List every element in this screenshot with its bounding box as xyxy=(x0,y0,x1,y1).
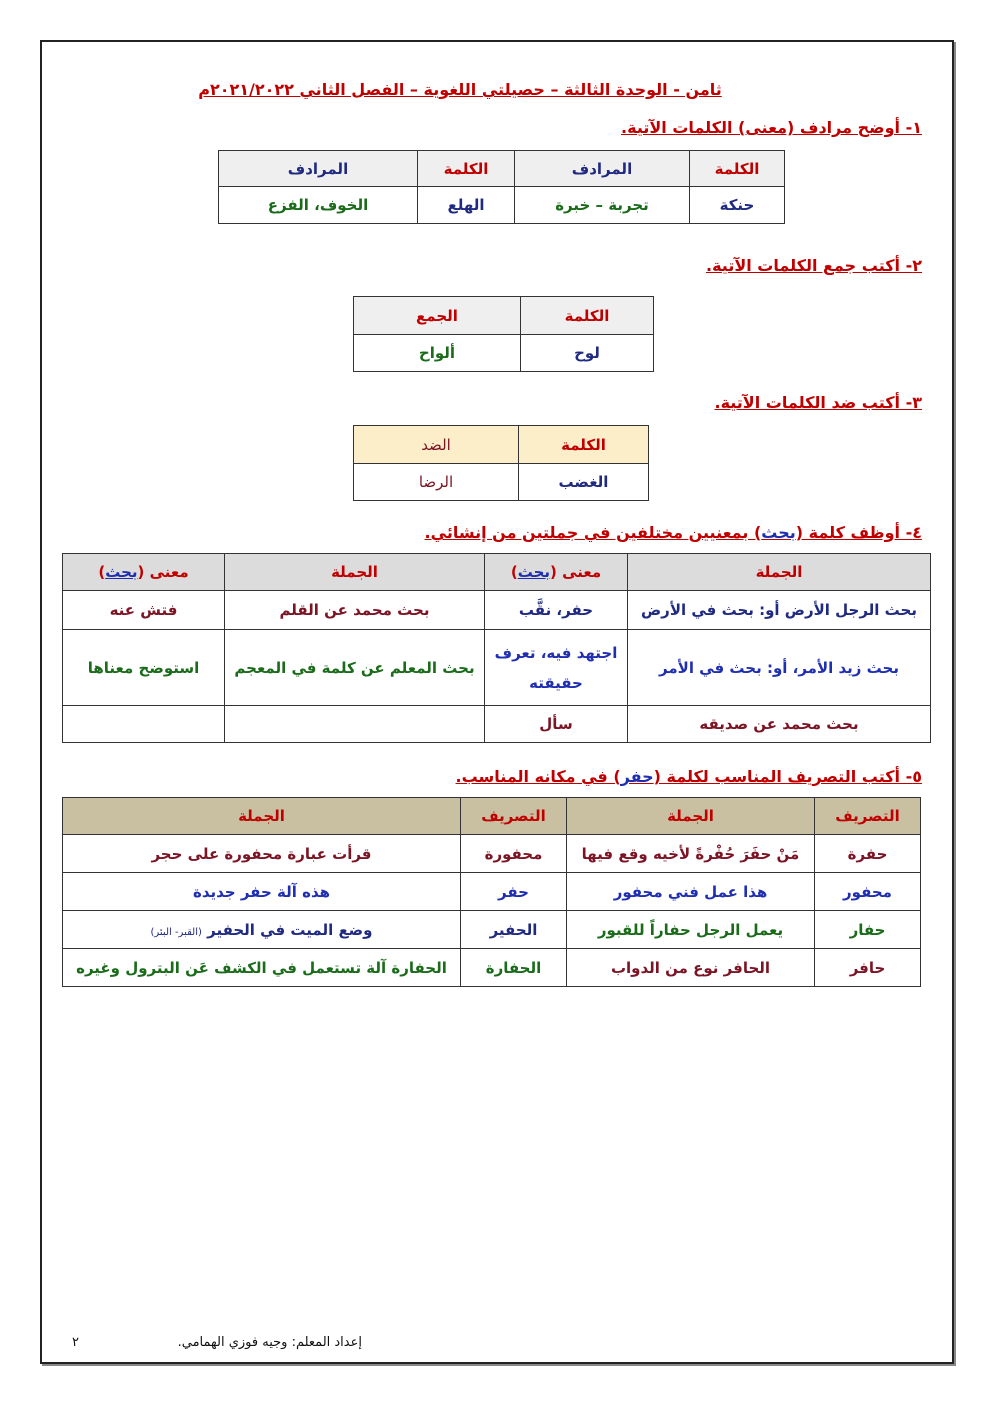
question-2-title: ٢- أكتب جمع الكلمات الآتية. xyxy=(706,256,922,275)
cell-meaning: اجتهد فيه، تعرف حقيقته xyxy=(485,630,628,706)
header-sentence: الجملة xyxy=(628,554,931,591)
q4-title-word: بحث xyxy=(761,523,796,542)
header-word: الكلمة xyxy=(418,151,515,187)
table-header-row xyxy=(354,426,649,464)
cell-synonym: تجربة – خبرة xyxy=(515,187,690,224)
table-row xyxy=(63,873,921,911)
q4-title-end: ) بمعنيين مختلفين في جملتين من إنشائي. xyxy=(424,523,762,542)
cell-sentence-text: وضع الميت في الحفير xyxy=(207,920,373,939)
question-5-title xyxy=(456,767,922,786)
cell-sentence: الحفارة آلة تستعمل في الكشف عَن البترول وغيره xyxy=(63,949,461,987)
header-sentence: الجملة xyxy=(63,798,461,835)
header-conjugation: التصريف xyxy=(461,798,567,835)
table-row xyxy=(63,911,921,949)
header-meaning xyxy=(485,554,628,591)
cell-sentence: بحث زيد الأمر، أو: بحث في الأمر xyxy=(628,630,931,706)
table-header-row xyxy=(219,151,785,187)
cell-word: حنكة xyxy=(690,187,785,224)
table-row xyxy=(354,464,649,501)
question-4-title xyxy=(425,523,922,542)
cell-sentence: بحث المعلم عن كلمة في المعجم xyxy=(225,630,485,706)
page-title: ثامن - الوحدة الثالثة – حصيلتي اللغوية – الفصل الثاني ٢٠٢١/٢٠٢٢م xyxy=(198,80,722,99)
header-meaning-word: بحث xyxy=(517,563,551,581)
q5-title-start: ٥- أكتب التصريف المناسب لكلمة ( xyxy=(653,767,922,786)
plural-table xyxy=(353,296,654,372)
header-meaning-close: ) xyxy=(98,563,106,581)
cell-word: الغضب xyxy=(519,464,649,501)
header-word: الكلمة xyxy=(519,426,649,464)
cell-sentence: قرأت عبارة محفورة على حجر xyxy=(63,835,461,873)
cell-sentence xyxy=(63,911,461,949)
cell-meaning: حفر، نقَّب xyxy=(485,591,628,630)
q5-title-word: حفر xyxy=(620,767,654,786)
buhath-table xyxy=(62,553,931,743)
cell-sentence: بحث محمد عن صديقه xyxy=(628,706,931,743)
table-row xyxy=(63,630,931,706)
table-row xyxy=(354,335,654,372)
table-header-row xyxy=(63,554,931,591)
table-header-row xyxy=(354,297,654,335)
antonym-table xyxy=(353,425,649,501)
cell-conjugation: الحفارة xyxy=(461,949,567,987)
cell-sentence: بحث الرجل الأرض أو: بحث في الأرض xyxy=(628,591,931,630)
header-word: الكلمة xyxy=(521,297,654,335)
table-row xyxy=(63,835,921,873)
header-synonym: المرادف xyxy=(219,151,418,187)
cell-antonym: الرضا xyxy=(354,464,519,501)
table-row xyxy=(63,949,921,987)
page-number: ٢ xyxy=(72,1335,79,1350)
question-1-title: ١- أوضح مرادف (معنى) الكلمات الآتية. xyxy=(621,118,922,137)
cell-plural: ألواح xyxy=(354,335,521,372)
header-word: الكلمة xyxy=(690,151,785,187)
header-sentence: الجملة xyxy=(225,554,485,591)
q4-title-start: ٤- أوظف كلمة ( xyxy=(795,523,922,542)
cell-sentence: هذا عمل فني محفور xyxy=(567,873,815,911)
cell-conjugation: حفرة xyxy=(815,835,921,873)
cell-sentence: الحافر نوع من الدواب xyxy=(567,949,815,987)
header-synonym: المرادف xyxy=(515,151,690,187)
cell-synonym: الخوف، الفزع xyxy=(219,187,418,224)
header-meaning-label: معنى ( xyxy=(550,563,602,581)
cell-conjugation: حفر xyxy=(461,873,567,911)
cell-conjugation: حافر xyxy=(815,949,921,987)
header-antonym: الضد xyxy=(354,426,519,464)
cell-conjugation: محفور xyxy=(815,873,921,911)
cell-word: لوح xyxy=(521,335,654,372)
conjugation-table xyxy=(62,797,921,987)
table-row xyxy=(63,591,931,630)
table-row xyxy=(63,706,931,743)
footer-author: إعداد المعلم: وجيه فوزي الهمامي. xyxy=(177,1335,362,1350)
q5-title-end: ) في مكانه المناسب. xyxy=(455,767,621,786)
synonyms-table xyxy=(218,150,785,224)
header-meaning-label: معنى ( xyxy=(137,563,189,581)
cell-meaning: سأل xyxy=(485,706,628,743)
cell-conjugation: محفورة xyxy=(461,835,567,873)
header-meaning-close: ) xyxy=(510,563,518,581)
table-header-row xyxy=(63,798,921,835)
header-sentence: الجملة xyxy=(567,798,815,835)
cell-conjugation: حفار xyxy=(815,911,921,949)
cell-sentence: هذه آلة حفر جديدة xyxy=(63,873,461,911)
cell-meaning: استوضح معناها xyxy=(63,630,225,706)
cell-sentence: مَنْ حفَرَ حُفْرةً لأخيه وقع فيها xyxy=(567,835,815,873)
header-meaning-word: بحث xyxy=(105,563,138,581)
cell-meaning xyxy=(63,706,225,743)
cell-sentence: يعمل الرجل حفاراً للقبور xyxy=(567,911,815,949)
header-meaning xyxy=(63,554,225,591)
table-row xyxy=(219,187,785,224)
cell-meaning: فتش عنه xyxy=(63,591,225,630)
cell-conjugation: الحفير xyxy=(461,911,567,949)
cell-sentence xyxy=(225,706,485,743)
cell-sentence: بحث محمد عن القلم xyxy=(225,591,485,630)
cell-sentence-note: (القبر- البئر) xyxy=(150,926,202,938)
header-conjugation: التصريف xyxy=(815,798,921,835)
cell-word: الهلع xyxy=(418,187,515,224)
question-3-title: ٣- أكتب ضد الكلمات الآتية. xyxy=(714,393,922,412)
header-plural: الجمع xyxy=(354,297,521,335)
